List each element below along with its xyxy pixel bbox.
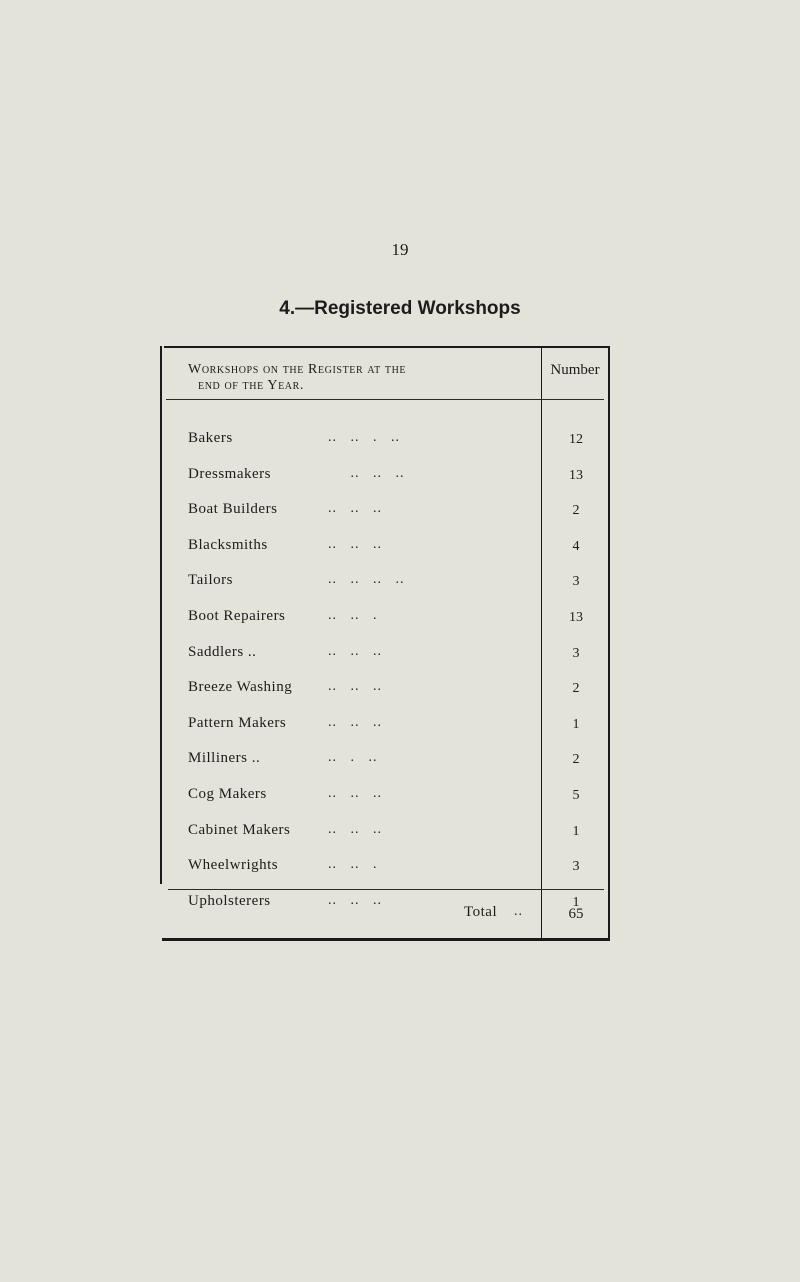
row-label: Milliners .. (188, 750, 261, 767)
row-leader-dots: .. .. .. (328, 821, 382, 837)
header-line-2: end of the Year. (198, 378, 304, 393)
row-value: 1 (572, 823, 580, 839)
row-leader-dots: .. .. .. .. (328, 572, 405, 588)
table-row (160, 893, 610, 917)
row-leader-dots: .. .. .. (328, 892, 382, 908)
row-value: 3 (572, 645, 580, 661)
table-row (160, 857, 610, 881)
row-label: Boat Builders (188, 501, 278, 518)
row-leader-dots: .. .. .. (328, 714, 382, 730)
column-header-workshops (188, 362, 528, 394)
row-label: Blacksmiths (188, 536, 268, 553)
table-row (160, 608, 610, 632)
table-row (160, 572, 610, 596)
row-leader-dots: .. .. . .. (328, 430, 400, 445)
row-value: 12 (569, 432, 583, 447)
total-leader-dots: .. (514, 904, 523, 919)
row-value: 2 (572, 752, 580, 768)
table-row (160, 430, 610, 454)
row-leader-dots: .. .. .. (328, 501, 382, 517)
table-row (160, 501, 610, 525)
row-value: 4 (572, 538, 580, 554)
row-label: Dressmakers (188, 465, 271, 482)
row-leader-dots: .. .. . (328, 608, 378, 623)
total-label: Total (464, 904, 498, 920)
row-value: 2 (572, 503, 580, 519)
row-value: 13 (569, 610, 583, 625)
table-row (160, 715, 610, 739)
total-value: 65 (568, 906, 584, 922)
column-header-number: Number (550, 362, 600, 378)
table-top-rule (164, 346, 610, 348)
row-label: Upholsterers (188, 892, 271, 909)
table-row (160, 679, 610, 703)
row-leader-dots: .. .. . (328, 857, 378, 873)
row-leader-dots: .. .. .. (328, 679, 382, 695)
row-value: 2 (572, 681, 580, 697)
row-value: 1 (572, 716, 580, 732)
row-value: 1 (572, 894, 580, 910)
header-line-1: Workshops on the Register at the (188, 362, 407, 377)
row-label: Cog Makers (188, 786, 267, 802)
row-leader-dots: .. . .. (328, 750, 378, 766)
row-leader-dots: .. .. .. (328, 465, 405, 481)
row-label: Tailors (188, 572, 233, 589)
row-value: 3 (572, 859, 580, 875)
row-label: Pattern Makers (188, 714, 287, 731)
row-leader-dots: .. .. .. (328, 786, 382, 801)
total-rule (168, 889, 604, 890)
table-row (160, 466, 610, 490)
header-rule (166, 399, 604, 400)
row-value: 3 (572, 574, 580, 590)
section-heading: 4.—Registered Workshops (279, 298, 521, 319)
table-bottom-rule (162, 938, 610, 941)
row-leader-dots: .. .. .. (328, 536, 382, 552)
row-label: Wheelwrights (188, 857, 279, 874)
table-row (160, 750, 610, 774)
row-label: Boot Repairers (188, 608, 286, 624)
table-row (160, 786, 610, 810)
registered-workshops-table (160, 346, 610, 940)
row-label: Saddlers .. (188, 643, 257, 660)
row-label: Bakers (188, 430, 233, 446)
row-label: Breeze Washing (188, 679, 293, 696)
row-label: Cabinet Makers (188, 821, 291, 838)
row-value: 13 (569, 467, 583, 483)
table-row (160, 537, 610, 561)
row-leader-dots: .. .. .. (328, 643, 382, 659)
table-row (160, 644, 610, 668)
page-number: 19 (391, 240, 409, 259)
row-value: 5 (572, 788, 580, 803)
table-row (160, 822, 610, 846)
